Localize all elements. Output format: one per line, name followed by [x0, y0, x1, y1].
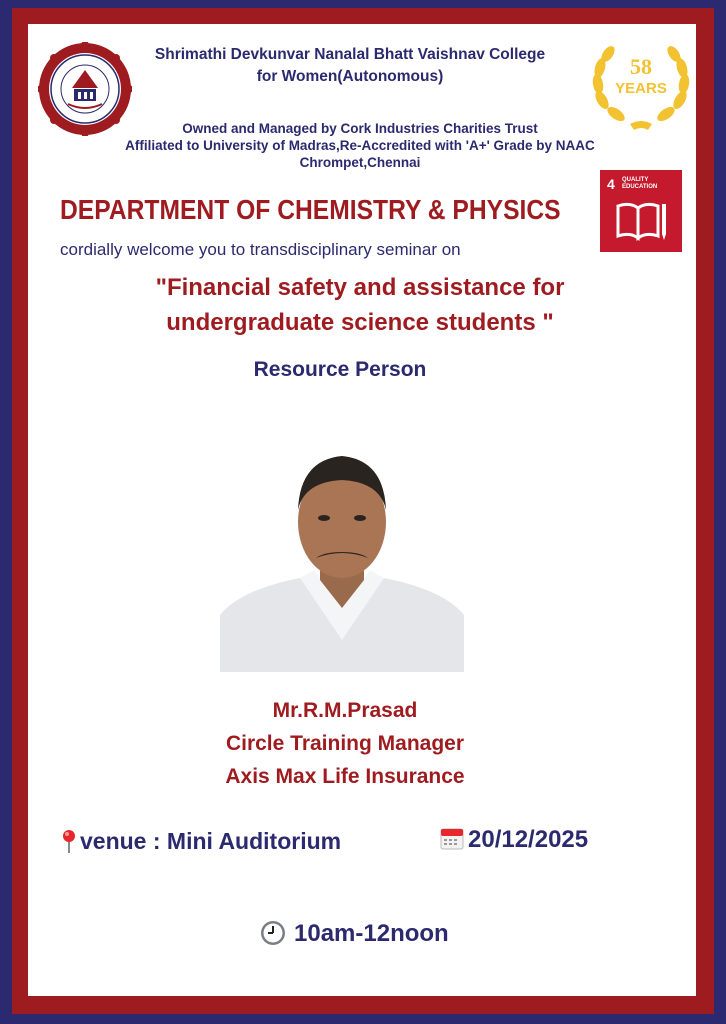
- seminar-title: [110, 270, 610, 340]
- badge-number: 58: [630, 54, 652, 79]
- sdg-number: 4: [607, 176, 615, 192]
- college-name-line1: Shrimathi Devkunvar Nanalal Bhatt Vaishnav College: [154, 46, 546, 63]
- trust-line3: Chrompet,Chennai: [299, 155, 421, 170]
- seminar-title-line1: "Financial safety and assistance for: [155, 274, 565, 301]
- speaker-info: [150, 694, 540, 793]
- location-pin-icon: [62, 829, 76, 853]
- sdg-label: [622, 177, 657, 191]
- seminar-title-line2: undergraduate science students ": [166, 309, 554, 336]
- sdg-label-line1: QUALITY: [622, 177, 649, 183]
- time-row: [260, 920, 520, 948]
- welcome-text: cordially welcome you to transdisciplinary seminar on: [60, 240, 461, 259]
- badge-label: YEARS: [615, 80, 667, 97]
- speaker-organization: Axis Max Life Insurance: [225, 765, 465, 788]
- speaker-photo: [220, 440, 464, 672]
- trust-line2: Affiliated to University of Madras,Re-Accredited with 'A+' Grade by NAAC: [125, 138, 595, 153]
- venue-text: venue : Mini Auditorium: [80, 828, 342, 854]
- college-name-line2: for Women(Autonomous): [256, 68, 444, 85]
- trust-line1: Owned and Managed by Cork Industries Charities Trust: [182, 121, 538, 136]
- speaker-role: Circle Training Manager: [225, 732, 465, 755]
- book-pencil-icon: [616, 200, 668, 244]
- college-name: [110, 44, 590, 88]
- date-row: [440, 826, 680, 854]
- clock-icon: [260, 920, 286, 946]
- resource-person-heading: Resource Person: [253, 358, 427, 381]
- college-affiliation: [80, 120, 640, 171]
- speaker-name: Mr.R.M.Prasad: [272, 699, 418, 722]
- time-text: 10am-12noon: [294, 920, 449, 947]
- sdg-label-line2: EDUCATION: [622, 184, 658, 190]
- venue-row: [62, 828, 422, 855]
- date-text: 20/12/2025: [468, 826, 589, 853]
- department-heading: DEPARTMENT OF CHEMISTRY & PHYSICS: [60, 194, 561, 225]
- calendar-icon: [440, 826, 464, 850]
